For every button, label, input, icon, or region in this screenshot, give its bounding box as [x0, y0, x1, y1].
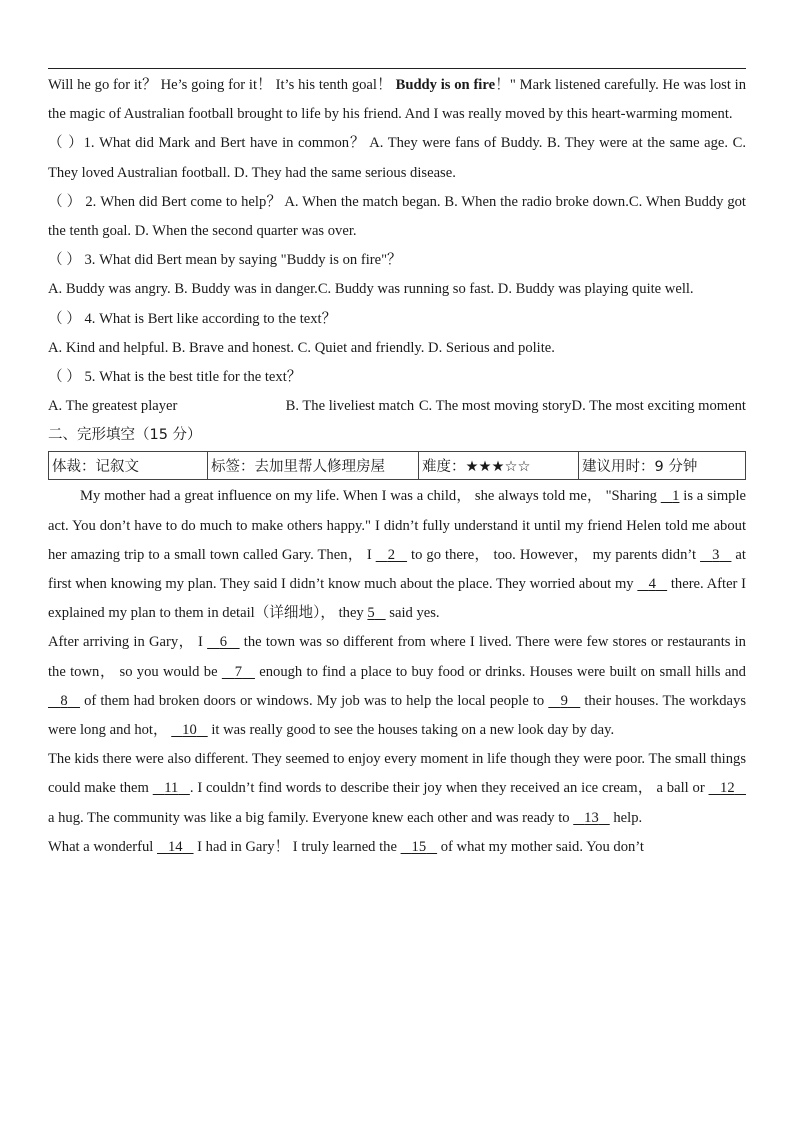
cloze-paragraph-4 [48, 833, 746, 862]
blank-number: 15 [411, 838, 427, 855]
option-d: D. The most exciting moment [571, 398, 746, 415]
question-number: 4. [84, 310, 96, 327]
blank-number: 12 [720, 780, 735, 797]
answer-bracket[interactable]: （ ） [48, 369, 81, 386]
question-number: 3. [84, 252, 96, 269]
text: at first when knowing my plan. They said I didn’t know much about the place. They worried about my [48, 546, 746, 593]
blank-4[interactable] [637, 576, 667, 592]
question-number: 2. [85, 193, 97, 210]
question-5 [48, 363, 746, 392]
blank-number: 10 [182, 722, 197, 739]
option-a: A. The greatest player [48, 398, 178, 415]
text: to go there， too. However， my parents didn’t [407, 546, 701, 563]
blank-9[interactable] [548, 693, 580, 709]
blank-number: 2 [387, 546, 396, 563]
section-2-title: 二、完形填空（15 分） [48, 427, 202, 444]
question-5-options [48, 392, 746, 421]
genre-cell: 体裁：记叙文 [49, 452, 208, 480]
question-text: What did Bert mean by saying "Buddy is on fire"？ [99, 252, 402, 269]
passage-text-continued: ！" Mark listened carefully. He was lost in the magic of Australian football brought to life by his friend. And I was really moved by this heart-warming moment. [48, 77, 747, 123]
text: said yes. [385, 605, 440, 622]
answer-bracket[interactable]: （ ） [48, 135, 84, 152]
bold-phrase: Buddy is on fire [395, 77, 496, 93]
question-3-options: A. Buddy was angry. B. Buddy was in danger.C. Buddy was running so fast. D. Buddy was playing quite well. [48, 281, 694, 298]
text: enough to find a place to buy food or drinks. Houses were built on small hills and [254, 663, 746, 680]
question-number: 5. [84, 369, 96, 386]
question-text: When did Bert come to help？ A. When the match began. B. When the radio broke down.C. When Buddy got the tenth goal. D. When the second quarter was over. [48, 193, 746, 240]
blank-15[interactable] [401, 839, 438, 855]
passage-text: Will he go for it？ He’s going for it！ It’s his tenth goal！ [48, 77, 392, 93]
blank-number: 5 [367, 605, 375, 622]
option-b: B. The liveliest match [285, 398, 415, 415]
blank-11[interactable] [153, 780, 190, 796]
blank-number: 6 [219, 634, 227, 651]
blank-12[interactable] [709, 780, 746, 796]
cloze-paragraph-3 [48, 745, 746, 833]
blank-number: 9 [560, 692, 568, 709]
text: is a simple act. You don’t have to do much to make others happy." I didn’t fully understand it until my friend Helen told me about her amazing trip to a small town called Gary. Then， I [48, 488, 746, 563]
blank-8[interactable] [48, 693, 80, 709]
blank-number: 14 [167, 838, 183, 855]
blank-2[interactable] [376, 547, 407, 563]
passage-info-table [48, 451, 746, 480]
text: of them had broken doors or windows. My job was to help the local people to [79, 692, 549, 709]
blank-13[interactable] [573, 810, 610, 826]
time-cell: 建议用时：9 分钟 [579, 452, 746, 480]
document-page [48, 68, 746, 862]
answer-bracket[interactable]: （ ） [48, 252, 81, 269]
text: a hug. The community was like a big family. Everyone knew each other and was ready to [48, 809, 574, 826]
question-4 [48, 305, 746, 334]
blank-number: 4 [648, 576, 656, 593]
cloze-paragraph-2 [48, 628, 746, 745]
tags-cell: 标签：去加里帮人修理房屋 [208, 452, 419, 480]
text: of what my mother said. You don’t [437, 838, 644, 855]
blank-14[interactable] [157, 839, 194, 855]
difficulty-cell: 难度：★★★☆☆ [419, 452, 579, 480]
blank-number: 13 [584, 809, 599, 826]
question-1 [48, 129, 746, 187]
blank-3[interactable] [700, 547, 731, 563]
question-number: 1. [83, 135, 95, 152]
blank-5[interactable] [367, 605, 385, 621]
question-text: What did Mark and Bert have in common？ A. They were fans of Buddy. B. They were at the same age. C. They loved Australian football. D. They had the same serious disease. [48, 135, 746, 181]
blank-number: 1 [672, 488, 680, 505]
header-rule [48, 68, 746, 69]
text: there. After I explained my plan to them in detail（详细地）， they [48, 576, 747, 622]
text: their houses. The workdays were long and hot， [48, 692, 746, 739]
text: it was really good to see the houses taking on a new look day by day. [207, 722, 615, 739]
text: What a wonderful [48, 838, 158, 855]
blank-1[interactable] [661, 488, 680, 504]
answer-bracket[interactable]: （ ） [48, 193, 82, 210]
blank-6[interactable] [207, 634, 240, 650]
blank-number: 3 [712, 546, 720, 563]
question-text: What is Bert like according to the text？ [99, 310, 337, 327]
text: The kids there were also different. They seemed to enjoy every moment in life though they were poor. The small things could make them [48, 751, 746, 797]
text: help. [609, 809, 643, 826]
text: My mother had a great influence on my life. When I was a child， she always told me， "Sharing [80, 488, 661, 505]
text: . I couldn’t find words to describe their joy when they received an ice cream， a ball or [189, 780, 709, 797]
option-c: C. The most moving story [418, 398, 572, 415]
cloze-paragraph-1 [48, 482, 746, 628]
blank-10[interactable] [171, 722, 208, 738]
blank-7[interactable] [222, 664, 255, 680]
text: the town was so different from where I lived. There were few stores or restaurants in the town， so you would be [48, 634, 746, 680]
passage-ending [48, 71, 746, 129]
blank-number: 8 [60, 692, 68, 709]
answer-bracket[interactable]: （ ） [48, 310, 81, 327]
blank-number: 11 [164, 780, 179, 797]
question-text: What is the best title for the text？ [99, 369, 302, 386]
blank-number: 7 [234, 663, 243, 680]
question-4-options: A. Kind and helpful. B. Brave and honest. C. Quiet and friendly. D. Serious and polite. [48, 339, 555, 356]
question-3 [48, 246, 746, 275]
question-2 [48, 188, 746, 246]
text: I had in Gary！ I truly learned the [193, 838, 401, 855]
text: After arriving in Gary， I [48, 634, 208, 651]
